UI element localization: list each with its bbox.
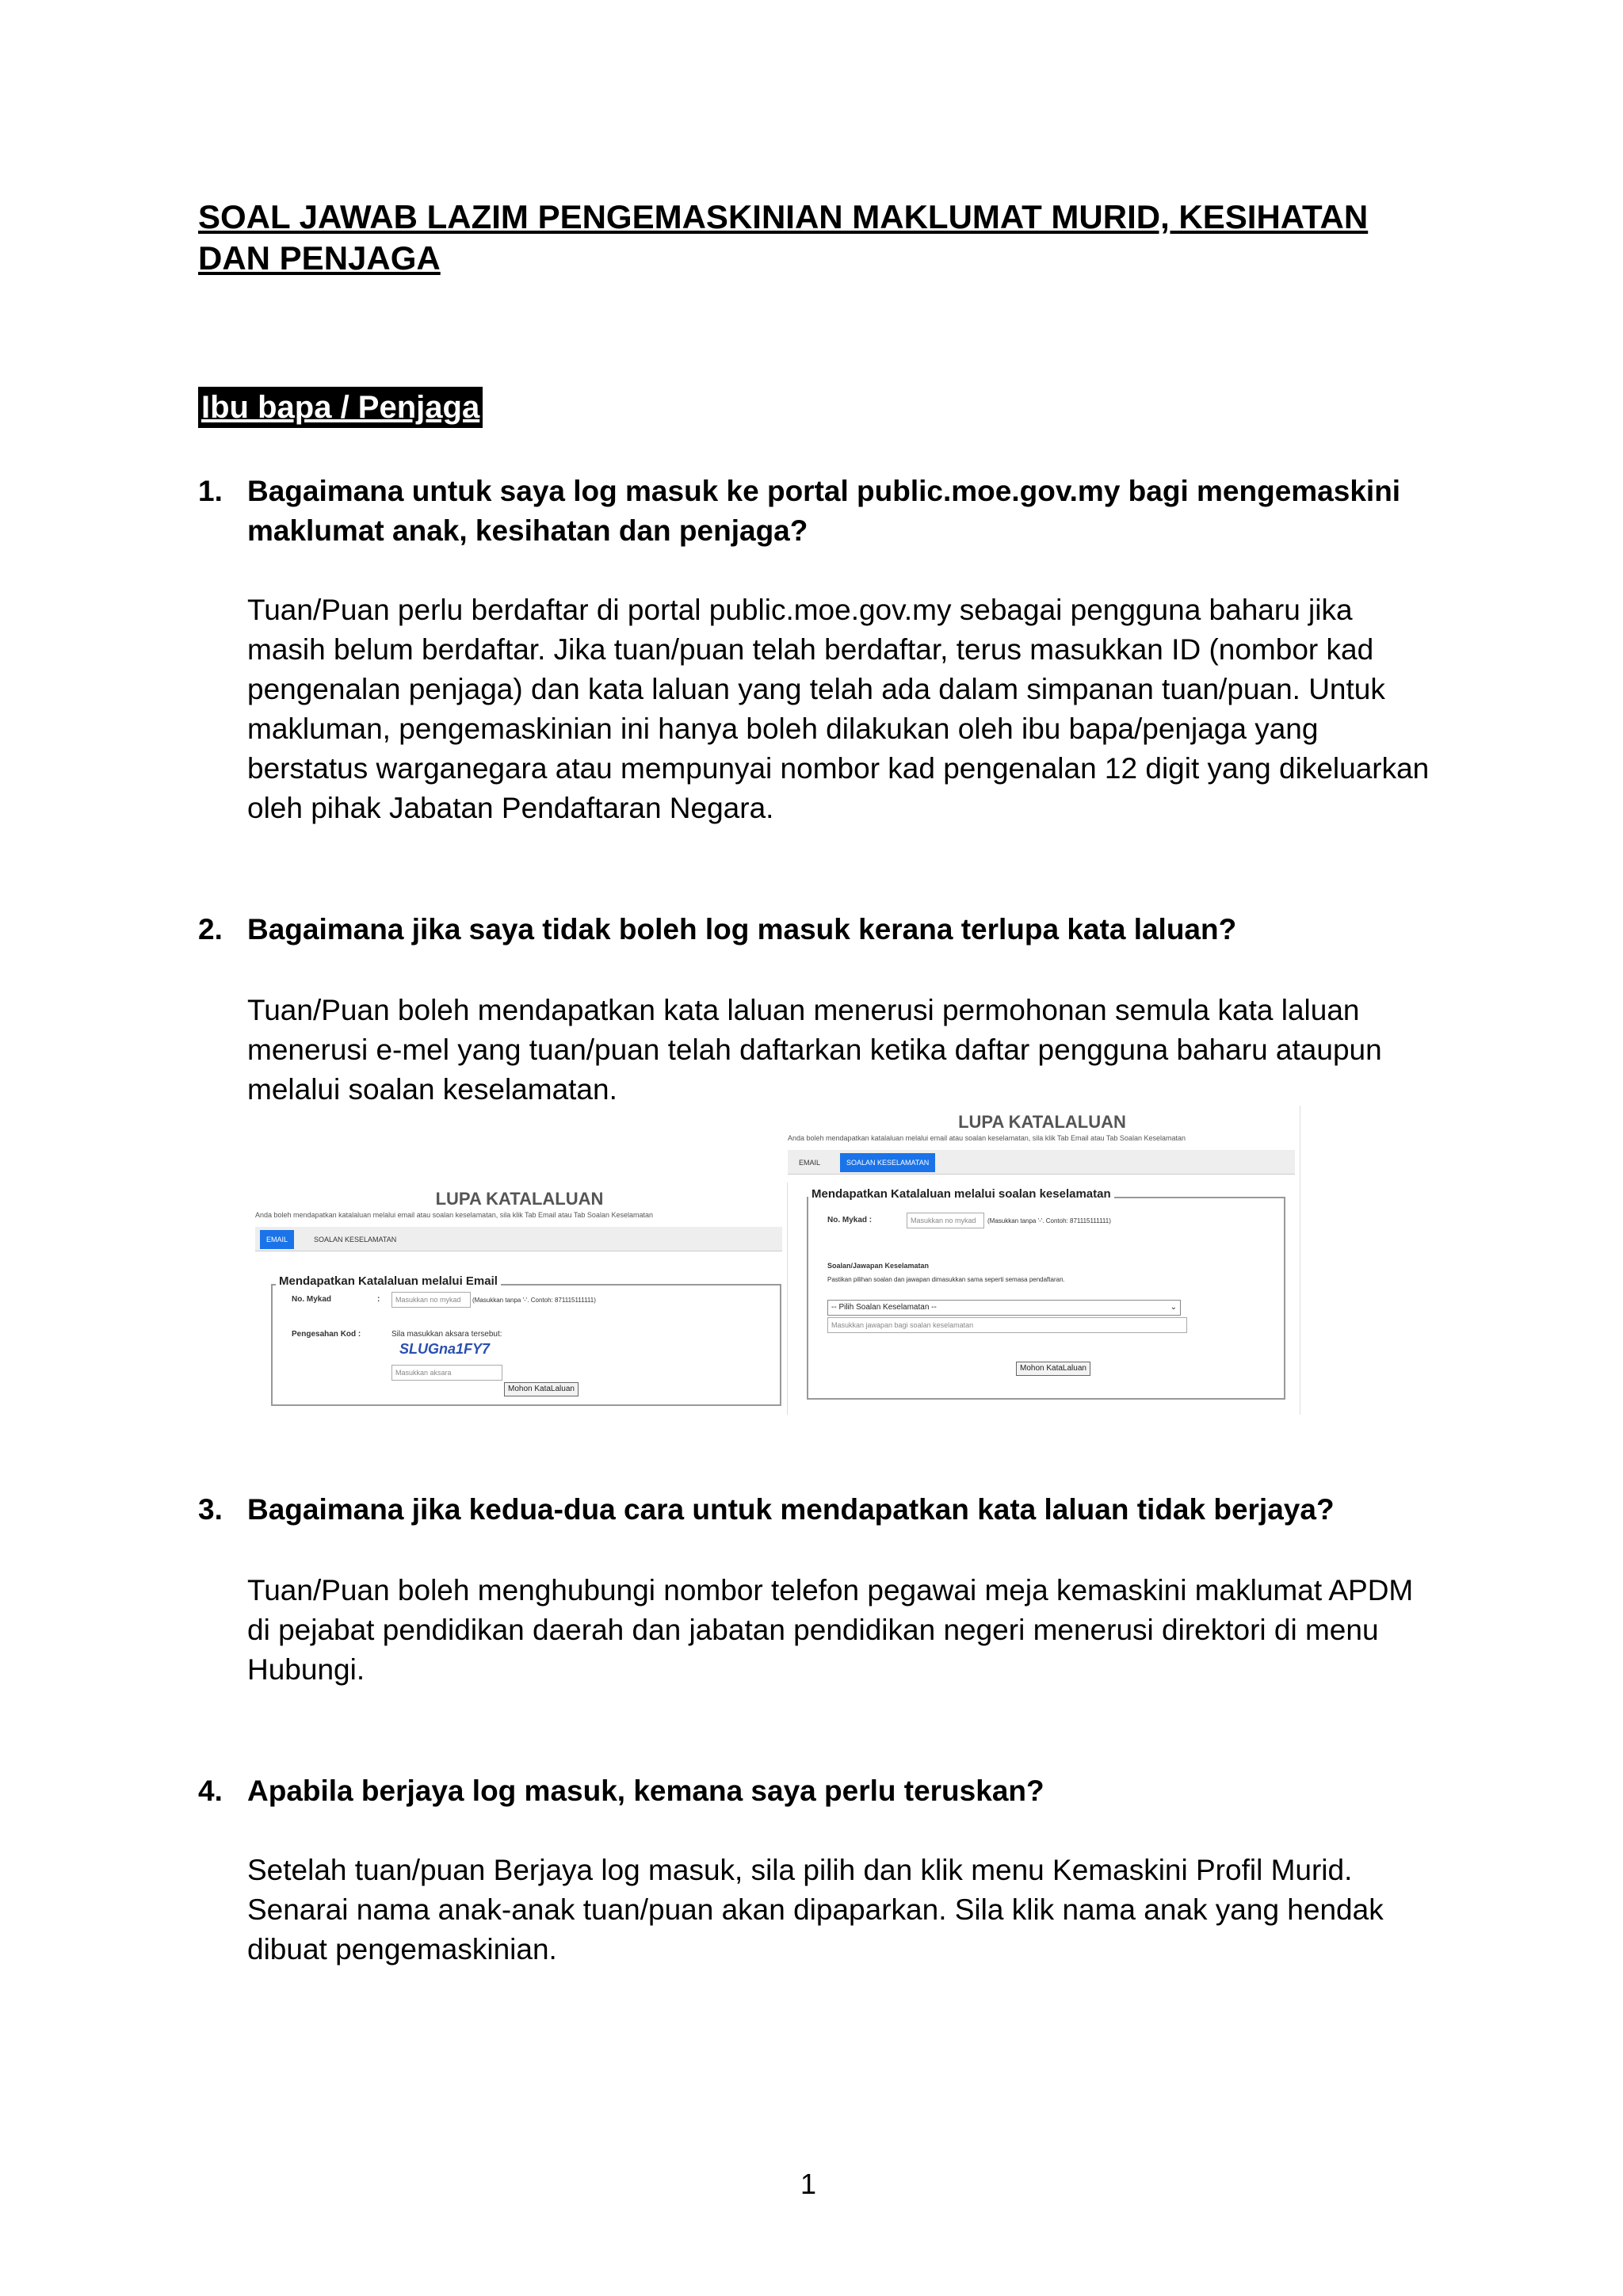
form-legend: Mendapatkan Katalaluan melalui soalan keselamatan — [808, 1187, 1114, 1201]
mykad-hint: (Masukkan tanpa '-'. Contoh: 871115111111) — [472, 1297, 596, 1304]
faq-number: 4. — [198, 1775, 223, 1807]
security-form — [807, 1187, 1285, 1400]
faq-number: 1. — [198, 475, 223, 507]
select-value: -- Pilih Soalan Keselamatan -- — [831, 1303, 937, 1312]
mykad-hint: (Masukkan tanpa '-'. Contoh: 871115111111) — [987, 1217, 1111, 1224]
faq-question-text: Bagaimana jika saya tidak boleh log masuk kerana terlupa kata laluan? — [247, 913, 1237, 946]
qa-hint: Pastikan pilihan soalan dan jawapan dimasukkan sama seperti semasa pendaftaran. — [827, 1276, 1065, 1283]
email-form — [271, 1274, 781, 1406]
faq-number: 3. — [198, 1493, 223, 1526]
submit-button[interactable]: Mohon KataLaluan — [1016, 1362, 1090, 1376]
tab-bar — [255, 1227, 782, 1251]
section-heading: Ibu bapa / Penjaga — [198, 387, 483, 428]
tab-bar — [788, 1150, 1295, 1175]
forgot-password-security-screenshot — [785, 1106, 1300, 1415]
form-legend: Mendapatkan Katalaluan melalui Email — [276, 1274, 501, 1288]
mykad-input[interactable]: Masukkan no mykad — [391, 1292, 471, 1308]
faq-question — [198, 910, 1434, 949]
security-question-select[interactable] — [827, 1300, 1181, 1316]
faq-question — [198, 472, 1434, 551]
faq-question-text: Bagaimana untuk saya log masuk ke portal public.moe.gov.my bagi mengemaskini maklumat anak, kesihatan dan penjaga? — [247, 475, 1401, 547]
code-label: Pengesahan Kod : — [292, 1330, 361, 1339]
page-title: SOAL JAWAB LAZIM PENGEMASKINIAN MAKLUMAT MURID, KESIHATAN DAN PENJAGA — [198, 198, 1369, 277]
chevron-down-icon: ⌄ — [1170, 1303, 1177, 1312]
faq-answer: Tuan/Puan boleh menghubungi nombor telefon pegawai meja kemaskini maklumat APDM di pejabat pendidikan daerah dan jabatan pendidikan negeri menerusi direktori di menu Hubungi. — [247, 1574, 1414, 1686]
captcha-input[interactable]: Masukkan aksara — [391, 1365, 502, 1381]
mykad-label: No. Mykad — [292, 1295, 332, 1304]
forgot-password-email-screenshot — [252, 1182, 788, 1415]
mykad-separator: : — [377, 1295, 380, 1304]
faq-question-text: Bagaimana jika kedua-dua cara untuk mendapatkan kata laluan tidak berjaya? — [247, 1493, 1335, 1526]
screenshot-description: Anda boleh mendapatkan katalaluan melalui email atau soalan keselamatan, sila klik Tab Email atau Tab Soalan Keselamatan — [255, 1211, 653, 1219]
faq-question — [198, 1771, 1434, 1811]
mykad-input[interactable]: Masukkan no mykad — [907, 1213, 984, 1228]
mykad-label: No. Mykad : — [827, 1216, 873, 1224]
submit-button[interactable]: Mohon KataLaluan — [504, 1382, 579, 1396]
faq-question — [198, 1490, 1434, 1530]
faq-question-text: Apabila berjaya log masuk, kemana saya perlu teruskan? — [247, 1775, 1044, 1807]
tab-security-question[interactable]: SOALAN KESELAMATAN — [840, 1153, 935, 1172]
screenshot-title: LUPA KATALALUAN — [958, 1112, 1126, 1132]
qa-heading: Soalan/Jawapan Keselamatan — [827, 1262, 930, 1270]
screenshot-title: LUPA KATALALUAN — [435, 1189, 604, 1209]
tab-email[interactable]: EMAIL — [799, 1159, 821, 1167]
faq-answer: Tuan/Puan perlu berdaftar di portal public.moe.gov.my sebagai pengguna baharu jika masih belum berdaftar. Jika tuan/puan telah berdaftar, terus masukkan ID (nombor kad pengenalan penjaga) dan kata laluan yang telah ada dalam simpanan tuan/puan. Untuk makluman, pengemaskinian ini hanya boleh dilakukan oleh ibu bapa/penjaga yang berstatus warganegara atau mempunyai nombor kad pengenalan 12 digit yang dikeluarkan oleh pihak Jabatan Pendaftaran Negara. — [247, 594, 1430, 824]
security-answer-input[interactable]: Masukkan jawapan bagi soalan keselamatan — [827, 1317, 1187, 1333]
page-number: 1 — [800, 2168, 817, 2200]
tab-security-question[interactable]: SOALAN KESELAMATAN — [314, 1236, 397, 1244]
tab-email[interactable]: EMAIL — [260, 1230, 294, 1249]
faq-answer: Tuan/Puan boleh mendapatkan kata laluan menerusi permohonan semula kata laluan menerusi e-mel yang tuan/puan telah daftarkan ketika daftar pengguna baharu ataupun melalui soalan keselamatan. — [247, 994, 1382, 1106]
code-hint: Sila masukkan aksara tersebut: — [391, 1330, 502, 1339]
faq-number: 2. — [198, 913, 223, 946]
faq-answer: Setelah tuan/puan Berjaya log masuk, sila pilih dan klik menu Kemaskini Profil Murid. Senarai nama anak-anak tuan/puan akan dipaparkan. Sila klik nama anak yang hendak dibuat pengemaskinian. — [247, 1854, 1384, 1966]
captcha-text: SLUGna1FY7 — [399, 1341, 491, 1357]
screenshot-description: Anda boleh mendapatkan katalaluan melalui email atau soalan keselamatan, sila klik Tab Email atau Tab Soalan Keselamatan — [788, 1134, 1186, 1142]
